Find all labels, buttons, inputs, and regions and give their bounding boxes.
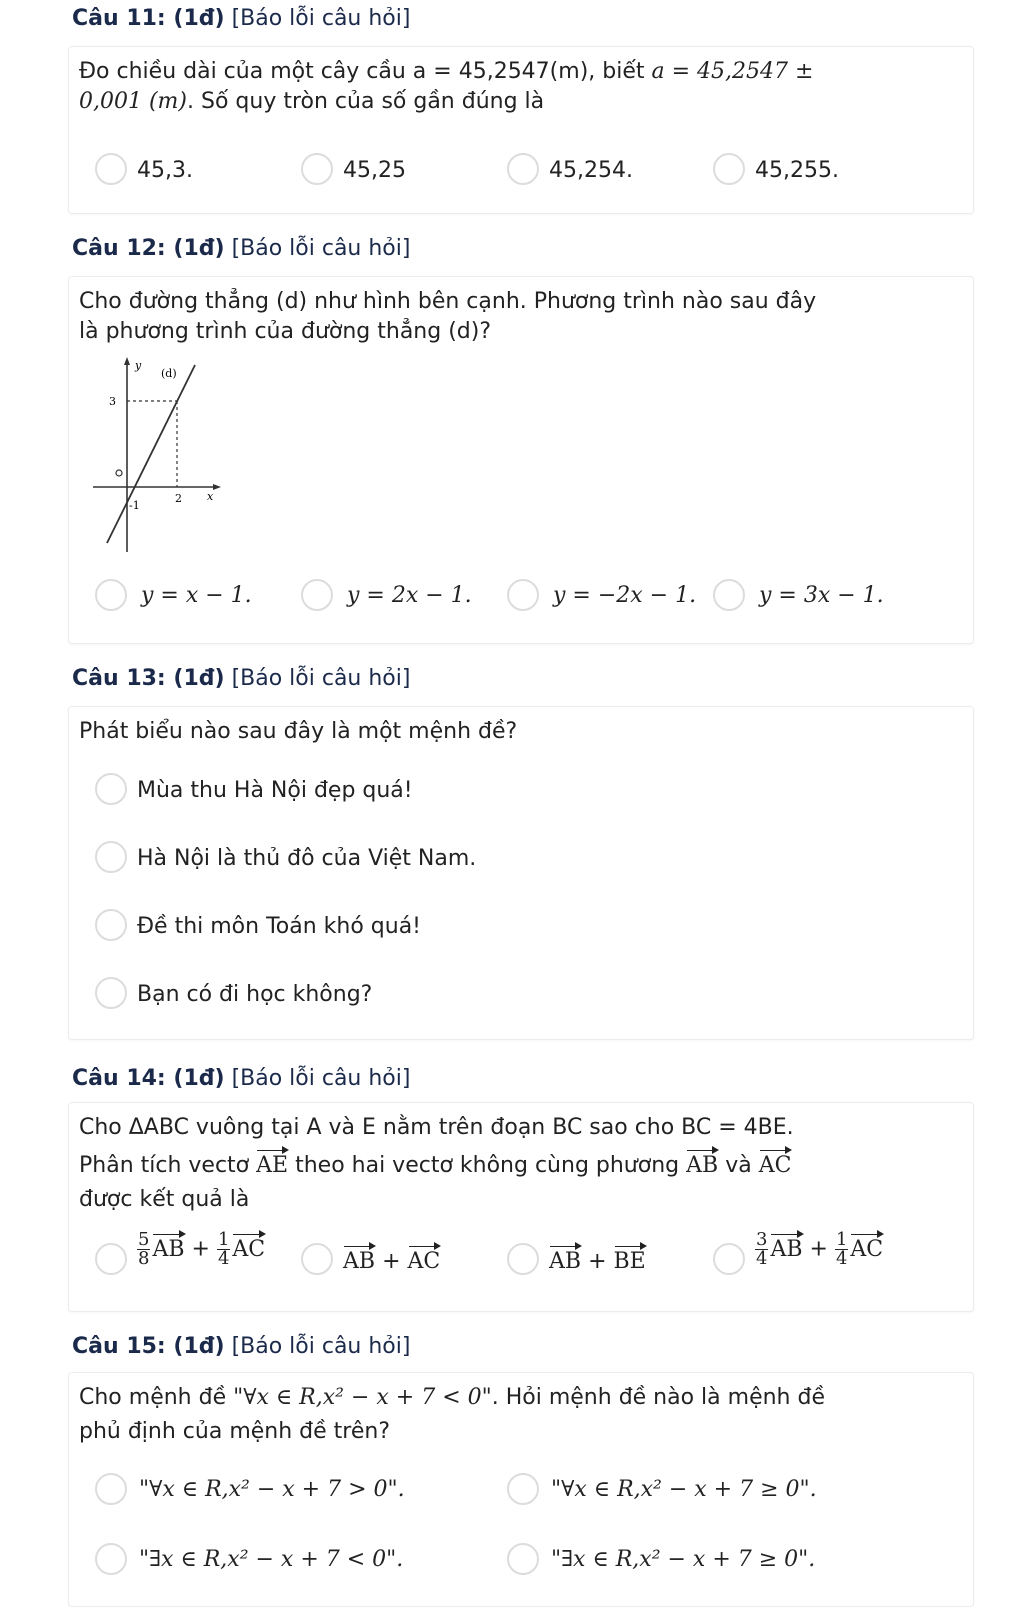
question-14-text: Cho ΔABC vuông tại A và E nằm trên đoạn BC sao cho BC = 4BE. <box>79 1115 794 1140</box>
fraction: $\frac{1}{4}$ <box>217 1229 230 1269</box>
option-c-expression <box>549 1249 646 1274</box>
vector-ac: AC <box>407 1249 441 1274</box>
fraction: $\frac{3}{4}$ <box>756 1229 768 1269</box>
report-error-link[interactable]: [Báo lỗi câu hỏi] <box>231 1066 411 1091</box>
question-11-text-part-2: . Số quy tròn của số gần đúng là <box>187 89 545 114</box>
question-14-number: Câu 14: (1đ) <box>72 1066 225 1091</box>
label-neg1: -1 <box>129 499 140 512</box>
question-14-card <box>68 1102 974 1312</box>
option-radio[interactable] <box>95 909 127 941</box>
option-radio[interactable] <box>507 1543 539 1575</box>
vector-ab: AB <box>686 1153 719 1178</box>
vector-ab: AB <box>152 1236 185 1262</box>
option-label: Mùa thu Hà Nội đẹp quá! <box>137 778 413 803</box>
question-12-header <box>72 236 410 261</box>
option-label: Bạn có đi học không? <box>137 982 373 1007</box>
label-x: x <box>207 490 214 503</box>
option-label: y = 3x − 1. <box>759 583 884 608</box>
vector-ab: AB <box>549 1249 582 1274</box>
option-radio[interactable] <box>713 1243 745 1275</box>
question-15-text <box>79 1385 825 1410</box>
question-14-text-line2 <box>79 1153 791 1178</box>
plus-sign: + <box>809 1236 828 1262</box>
label-2: 2 <box>175 492 182 505</box>
option-radio[interactable] <box>301 1243 333 1275</box>
option-label: "∃x ∈ R,x² − x + 7 < 0". <box>139 1547 404 1572</box>
text-part: Phân tích vectơ <box>79 1153 250 1178</box>
option-label: y = −2x − 1. <box>553 583 697 608</box>
question-11-header <box>72 6 410 31</box>
option-radio[interactable] <box>95 773 127 805</box>
option-radio[interactable] <box>713 153 745 185</box>
text-part: Cho mệnh đề <box>79 1385 234 1410</box>
label-y: y <box>135 359 142 372</box>
x-axis-arrow <box>213 484 221 490</box>
vector-ac: AC <box>758 1153 792 1178</box>
option-label: "∀x ∈ R,x² − x + 7 ≥ 0". <box>551 1477 817 1502</box>
text-part: . Hỏi mệnh đề nào là mệnh đề <box>491 1385 825 1410</box>
option-radio[interactable] <box>507 579 539 611</box>
question-11-text <box>79 59 813 84</box>
question-13-card <box>68 706 974 1040</box>
option-label: "∀x ∈ R,x² − x + 7 > 0". <box>139 1477 405 1502</box>
text-part: và <box>725 1153 752 1178</box>
question-14-header <box>72 1066 410 1091</box>
option-radio[interactable] <box>507 153 539 185</box>
question-13-number: Câu 13: (1đ) <box>72 666 225 691</box>
question-11-text-line2 <box>79 89 544 114</box>
line-d <box>107 365 195 543</box>
question-13-text: Phát biểu nào sau đây là một mệnh đề? <box>79 719 518 744</box>
option-label: 45,255. <box>755 158 839 183</box>
vector-ac: AC <box>232 1236 266 1262</box>
option-radio[interactable] <box>713 579 745 611</box>
option-radio[interactable] <box>507 1473 539 1505</box>
plus-sign: + <box>588 1249 607 1274</box>
option-radio[interactable] <box>95 579 127 611</box>
fraction: $\frac{5}{8}$ <box>138 1229 150 1269</box>
plus-sign: + <box>382 1249 401 1274</box>
option-label: "∃x ∈ R,x² − x + 7 ≥ 0". <box>551 1547 816 1572</box>
vector-ae: AE <box>256 1153 289 1178</box>
question-11-number: Câu 11: (1đ) <box>72 6 225 31</box>
option-radio[interactable] <box>301 153 333 185</box>
report-error-link[interactable]: [Báo lỗi câu hỏi] <box>231 236 411 261</box>
plus-sign: + <box>191 1236 210 1262</box>
option-d-expression <box>755 1231 883 1268</box>
report-error-link[interactable]: [Báo lỗi câu hỏi] <box>231 1334 411 1359</box>
vector-be: BE <box>613 1249 646 1274</box>
question-11-math-2: 0,001 (m) <box>79 89 188 114</box>
option-label: 45,3. <box>137 158 193 183</box>
option-radio[interactable] <box>95 153 127 185</box>
option-label: y = x − 1. <box>141 583 252 608</box>
option-radio[interactable] <box>95 841 127 873</box>
fraction: $\frac{1}{4}$ <box>835 1229 848 1269</box>
option-b-expression <box>343 1249 440 1274</box>
option-radio[interactable] <box>507 1243 539 1275</box>
question-15-number: Câu 15: (1đ) <box>72 1334 225 1359</box>
vector-ac: AC <box>850 1236 884 1262</box>
option-radio[interactable] <box>95 1543 127 1575</box>
question-13-header <box>72 666 410 691</box>
question-12-number: Câu 12: (1đ) <box>72 236 225 261</box>
report-error-link[interactable]: [Báo lỗi câu hỏi] <box>231 6 411 31</box>
option-label: 45,254. <box>549 158 633 183</box>
y-axis-arrow <box>124 357 130 365</box>
vector-ab: AB <box>770 1236 803 1262</box>
origin-marker <box>116 470 122 476</box>
question-12-card <box>68 276 974 644</box>
question-15-card <box>68 1372 974 1607</box>
option-radio[interactable] <box>95 1473 127 1505</box>
option-label: 45,25 <box>343 158 406 183</box>
question-12-text: Cho đường thẳng (d) như hình bên cạnh. Phương trình nào sau đây <box>79 289 817 314</box>
option-label: Hà Nội là thủ đô của Việt Nam. <box>137 846 477 871</box>
option-a-expression <box>137 1231 265 1268</box>
question-12-text-line2: là phương trình của đường thẳng (d)? <box>79 319 492 344</box>
line-graph-figure <box>83 357 223 557</box>
question-15-math: "∀x ∈ R,x² − x + 7 < 0" <box>233 1385 492 1410</box>
question-11-text-part: Đo chiều dài của một cây cầu a = 45,2547(m), biết <box>79 59 645 84</box>
question-14-text-line3: được kết quả là <box>79 1187 250 1212</box>
option-label: y = 2x − 1. <box>347 583 472 608</box>
question-15-text-line2: phủ định của mệnh đề trên? <box>79 1419 390 1444</box>
text-part: theo hai vectơ không cùng phương <box>295 1153 680 1178</box>
vector-ab: AB <box>343 1249 376 1274</box>
label-d: (d) <box>161 367 177 380</box>
question-11-math: a = 45,2547 ± <box>651 59 814 84</box>
option-label: Đề thi môn Toán khó quá! <box>137 914 422 939</box>
label-3: 3 <box>109 395 116 408</box>
option-radio[interactable] <box>95 1243 127 1275</box>
option-radio[interactable] <box>301 579 333 611</box>
question-15-header <box>72 1334 410 1359</box>
question-11-card <box>68 46 974 214</box>
option-radio[interactable] <box>95 977 127 1009</box>
report-error-link[interactable]: [Báo lỗi câu hỏi] <box>231 666 411 691</box>
